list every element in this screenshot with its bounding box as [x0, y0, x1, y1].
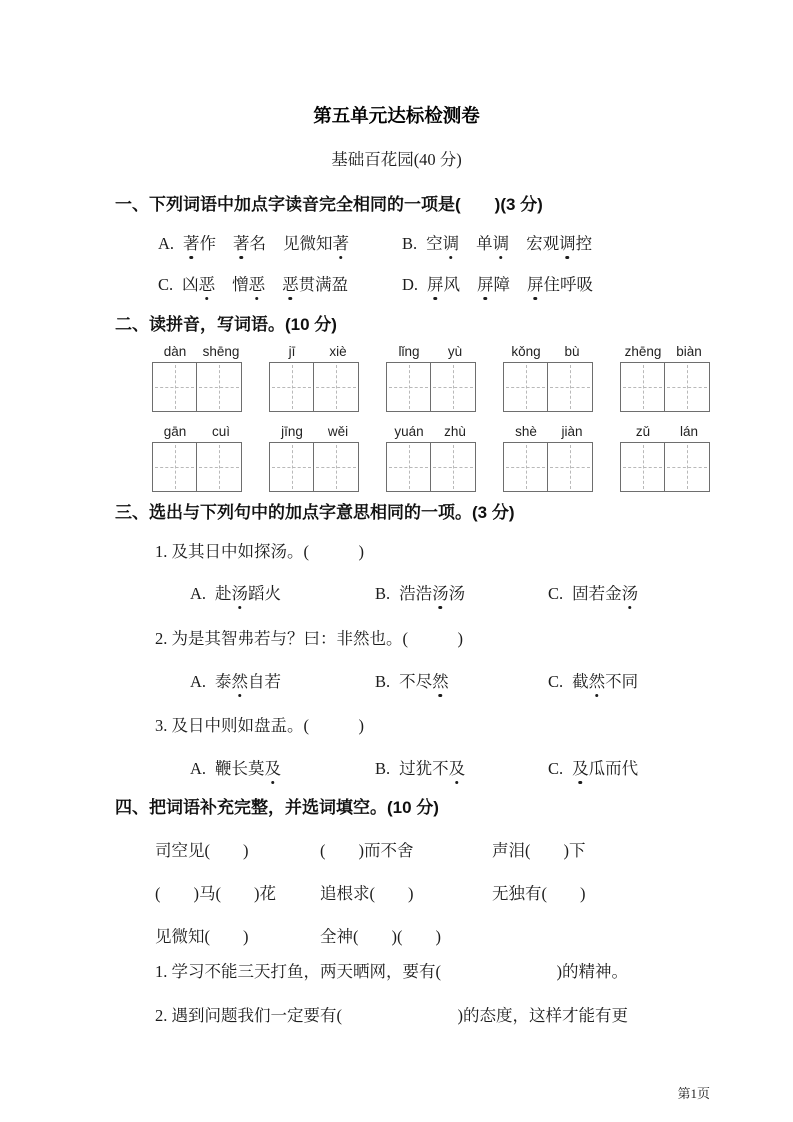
- grid-cells: [152, 362, 244, 412]
- question-3-stem: 3. 及日中则如盘盂。( ): [155, 716, 364, 735]
- grid-cells: [386, 442, 478, 492]
- dotted-char: 然: [432, 672, 449, 691]
- question-1-option-a: [190, 583, 281, 604]
- dotted-char: 恶: [198, 275, 216, 294]
- pinyin-syllable: kǒng: [511, 344, 541, 359]
- word-pre: 凶: [182, 275, 199, 294]
- section-1-option-d: [402, 274, 593, 295]
- writing-grid: [152, 424, 244, 492]
- question-1-stem: 1. 及其日中如探汤。( ): [155, 542, 364, 561]
- writing-cell: [503, 362, 548, 412]
- section-2-heading: 二、读拼音，写词语。(10 分): [115, 315, 337, 334]
- grid-cells: [386, 362, 478, 412]
- option-label: C.: [548, 759, 564, 778]
- option-label: B.: [375, 759, 391, 778]
- writing-grid: [620, 344, 712, 412]
- option-word: [215, 759, 281, 778]
- writing-grid: [620, 424, 712, 492]
- pinyin-syllable: cuì: [211, 424, 230, 439]
- word-post: 蹈火: [248, 584, 282, 603]
- pinyin-labels: [386, 424, 478, 439]
- question-3-option-b: [375, 758, 465, 779]
- question-2-stem: 2. 为是其智弗若与？曰：非然也。( ): [155, 629, 463, 648]
- idiom-blank: ( )马( )花: [155, 884, 276, 903]
- section-1-option-a: [158, 233, 349, 254]
- word-post: 控: [575, 234, 593, 253]
- writing-grid: [386, 344, 478, 412]
- grid-cells: [269, 362, 361, 412]
- writing-cell: [620, 362, 665, 412]
- pinyin-syllable: shè: [515, 424, 537, 439]
- pinyin-syllable: zhù: [444, 424, 466, 439]
- option-word: [182, 275, 215, 294]
- word-pre: 鞭长莫: [215, 759, 265, 778]
- pinyin-labels: [503, 344, 595, 359]
- dotted-char: 汤: [621, 584, 639, 603]
- writing-grid: [503, 344, 595, 412]
- option-word: [215, 584, 281, 603]
- option-word: [477, 275, 510, 294]
- word-post: 名: [249, 234, 267, 253]
- question-1-option-c: [548, 583, 638, 604]
- question-2-option-b: [375, 671, 449, 692]
- pinyin-syllable: bù: [564, 344, 580, 359]
- pinyin-syllable: yù: [447, 344, 463, 359]
- dotted-char: 及: [448, 759, 466, 778]
- fill-sentence-2: 2. 遇到问题我们一定要有( )的态度，这样才能有更: [155, 1006, 628, 1025]
- option-label: B.: [375, 672, 391, 691]
- option-word: [283, 234, 349, 253]
- writing-cell: [386, 442, 431, 492]
- dotted-char: 恶: [282, 275, 299, 294]
- option-label: A.: [190, 672, 207, 691]
- option-word: [282, 275, 348, 294]
- option-label: D.: [402, 275, 419, 294]
- grid-cells: [503, 362, 595, 412]
- pinyin-syllable: lǐng: [398, 344, 420, 359]
- pinyin-labels: [269, 344, 361, 359]
- writing-cell: [314, 362, 359, 412]
- option-label: C.: [548, 584, 564, 603]
- writing-cell: [152, 362, 197, 412]
- pinyin-labels: [152, 344, 244, 359]
- option-label: C.: [158, 275, 174, 294]
- grid-cells: [269, 442, 361, 492]
- option-word: [572, 584, 638, 603]
- dotted-char: 屏: [477, 275, 494, 294]
- word-post: 住呼吸: [543, 275, 594, 294]
- option-label: B.: [402, 234, 418, 253]
- writing-grid: [152, 344, 244, 412]
- dotted-char: 及: [264, 759, 282, 778]
- idiom-blank: 追根求( ): [320, 884, 414, 903]
- option-word: [399, 584, 465, 603]
- option-word: [476, 234, 509, 253]
- writing-grid: [269, 424, 361, 492]
- pinyin-syllable: shēng: [202, 344, 240, 359]
- dotted-char: 调: [492, 234, 510, 253]
- word-pre: 不尽: [399, 672, 433, 691]
- dotted-char: 然: [588, 672, 606, 691]
- dotted-char: 然: [231, 672, 249, 691]
- grid-cells: [620, 362, 712, 412]
- grid-cells: [620, 442, 712, 492]
- section-3-heading: 三、选出与下列句中的加点字意思相同的一项。(3 分): [115, 503, 515, 522]
- word-pre: 截: [572, 672, 589, 691]
- writing-cell: [665, 442, 710, 492]
- option-word: [572, 672, 638, 691]
- section-1-option-c: [158, 274, 348, 295]
- dotted-char: 屏: [527, 275, 544, 294]
- idiom-blank: ( )而不舍: [320, 841, 414, 860]
- option-label: A.: [158, 234, 175, 253]
- writing-cell: [431, 362, 476, 412]
- option-word: [526, 234, 592, 253]
- dotted-char: 恶: [248, 275, 266, 294]
- word-post: 不同: [605, 672, 639, 691]
- pinyin-syllable: zǔ: [635, 424, 651, 439]
- word-post: 作: [199, 234, 217, 253]
- writing-grid: [386, 424, 478, 492]
- writing-cell: [152, 442, 197, 492]
- pinyin-syllable: wěi: [327, 424, 349, 439]
- fill-sentence-1: 1. 学习不能三天打鱼，两天晒网，要有( )的精神。: [155, 962, 628, 981]
- dotted-char: 汤: [231, 584, 249, 603]
- option-label: A.: [190, 759, 207, 778]
- writing-cell: [197, 362, 242, 412]
- pinyin-syllable: gān: [163, 424, 187, 439]
- page-title: 第五单元达标检测卷: [313, 105, 480, 126]
- dotted-char: 调: [442, 234, 460, 253]
- dotted-char: 著: [233, 234, 250, 253]
- idiom-blank: 声泪( )下: [492, 841, 586, 860]
- idiom-blank: 见微知( ): [155, 927, 249, 946]
- pinyin-labels: [152, 424, 244, 439]
- pinyin-labels: [503, 424, 595, 439]
- question-3-option-c: [548, 758, 638, 779]
- pinyin-syllable: jī: [288, 344, 296, 359]
- writing-grid: [269, 344, 361, 412]
- option-word: [232, 275, 265, 294]
- pinyin-syllable: lán: [679, 424, 698, 439]
- word-post: 贯满盈: [298, 275, 349, 294]
- word-pre: 宏观: [526, 234, 560, 253]
- pinyin-labels: [386, 344, 478, 359]
- writing-cell: [314, 442, 359, 492]
- word-pre: 泰: [215, 672, 232, 691]
- dotted-char: 屏: [427, 275, 444, 294]
- pinyin-syllable: xiè: [329, 344, 347, 359]
- question-3-option-a: [190, 758, 281, 779]
- pinyin-labels: [620, 344, 712, 359]
- question-2-option-c: [548, 671, 638, 692]
- writing-grid: [503, 424, 595, 492]
- pinyin-syllable: zhēng: [624, 344, 662, 359]
- word-pre: 单: [476, 234, 493, 253]
- word-pre: 固若金: [572, 584, 622, 603]
- writing-cell: [620, 442, 665, 492]
- word-post: 瓜而代: [588, 759, 639, 778]
- word-pre: 浩浩: [399, 584, 433, 603]
- writing-cell: [665, 362, 710, 412]
- writing-cell: [548, 362, 593, 412]
- pinyin-syllable: jīng: [281, 424, 303, 439]
- word-pre: 见微知: [283, 234, 333, 253]
- dotted-char: 调: [559, 234, 576, 253]
- idiom-blank: 司空见( ): [155, 841, 249, 860]
- option-word: [215, 672, 281, 691]
- page-subtitle: 基础百花园(40 分): [331, 150, 462, 169]
- writing-cell: [431, 442, 476, 492]
- pinyin-syllable: yuán: [394, 424, 424, 439]
- dotted-char: 汤: [432, 584, 449, 603]
- section-1-heading: 一、下列词语中加点字读音完全相同的一项是( )(3 分): [115, 195, 543, 214]
- word-post: 障: [493, 275, 511, 294]
- section-4-heading: 四、把词语补充完整，并选词填空。(10 分): [115, 798, 439, 817]
- grid-cells: [152, 442, 244, 492]
- option-label: C.: [548, 672, 564, 691]
- word-post: 风: [443, 275, 461, 294]
- word-pre: 憎: [232, 275, 249, 294]
- dotted-char: 著: [183, 234, 200, 253]
- question-1-option-b: [375, 583, 465, 604]
- word-pre: 过犹不: [399, 759, 449, 778]
- writing-cell: [269, 362, 314, 412]
- option-word: [426, 234, 459, 253]
- word-pre: 空: [426, 234, 443, 253]
- grid-cells: [503, 442, 595, 492]
- writing-cell: [269, 442, 314, 492]
- pinyin-labels: [620, 424, 712, 439]
- option-word: [427, 275, 460, 294]
- writing-cell: [386, 362, 431, 412]
- option-label: B.: [375, 584, 391, 603]
- pinyin-syllable: jiàn: [561, 424, 583, 439]
- question-2-option-a: [190, 671, 281, 692]
- pinyin-labels: [269, 424, 361, 439]
- option-label: A.: [190, 584, 207, 603]
- dotted-char: 及: [572, 759, 589, 778]
- option-word: [572, 759, 638, 778]
- writing-cell: [197, 442, 242, 492]
- idiom-blank: 全神( )( ): [320, 927, 441, 946]
- page-number: 第1页: [677, 1086, 710, 1101]
- dotted-char: 著: [332, 234, 350, 253]
- writing-cell: [503, 442, 548, 492]
- option-word: [527, 275, 593, 294]
- option-word: [183, 234, 216, 253]
- word-post: 自若: [248, 672, 282, 691]
- writing-cell: [548, 442, 593, 492]
- word-pre: 赴: [215, 584, 232, 603]
- pinyin-syllable: biàn: [676, 344, 702, 359]
- option-word: [399, 759, 465, 778]
- word-post: 汤: [448, 584, 466, 603]
- idiom-blank: 无独有( ): [492, 884, 586, 903]
- option-word: [233, 234, 266, 253]
- pinyin-syllable: dàn: [163, 344, 187, 359]
- section-1-option-b: [402, 233, 592, 254]
- option-word: [399, 672, 449, 691]
